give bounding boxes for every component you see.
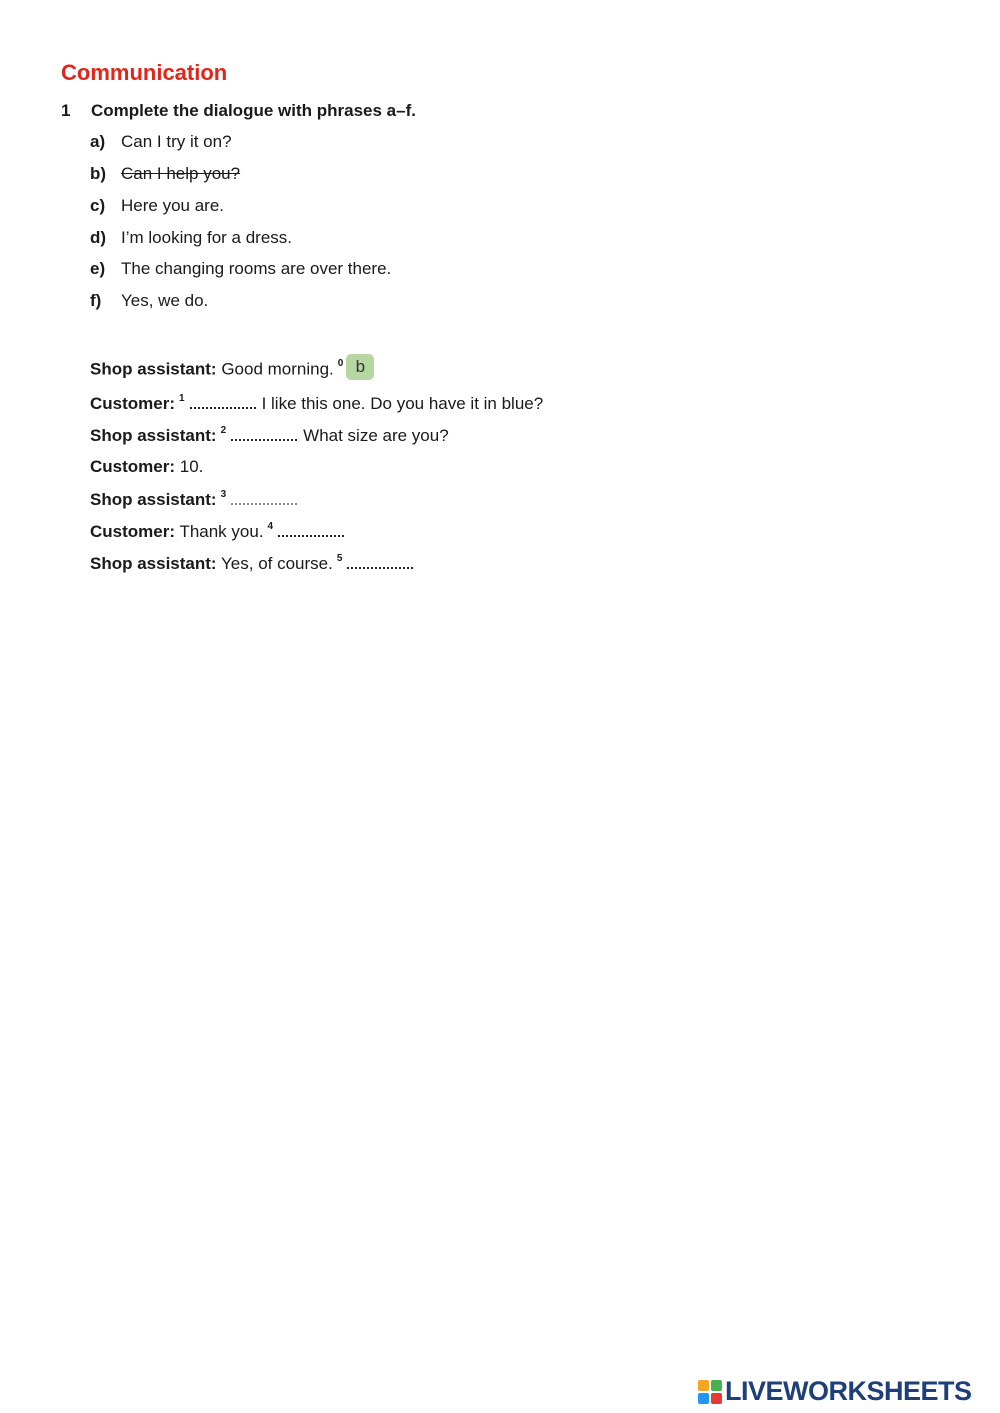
phrase-text: Yes, we do. xyxy=(121,291,209,310)
speaker: Shop assistant: xyxy=(90,359,217,379)
phrase-letter: b) xyxy=(90,164,107,183)
dialogue-line-6 xyxy=(90,553,419,574)
dialogue-line-2 xyxy=(90,425,449,446)
phrase-letter: e) xyxy=(90,259,106,278)
gap-number: 5 xyxy=(336,553,343,564)
phrase-d xyxy=(90,228,292,248)
dialogue-line-4 xyxy=(90,489,303,510)
phrase-text: I’m looking for a dress. xyxy=(121,228,293,247)
speaker: Customer: xyxy=(90,522,176,541)
answer-field-2[interactable] xyxy=(231,425,297,441)
phrase-a xyxy=(90,132,232,152)
task-instruction xyxy=(61,101,416,121)
phrase-letter: a) xyxy=(90,132,106,151)
phrase-letter: d) xyxy=(90,228,107,247)
speaker: Shop assistant: xyxy=(90,426,217,445)
answer-field-3[interactable] xyxy=(231,489,297,505)
task-text: Complete the dialogue with phrases a–f. xyxy=(91,101,416,120)
phrase-e xyxy=(90,259,391,279)
phrase-text: Here you are. xyxy=(121,196,224,215)
answer-field-1[interactable] xyxy=(190,393,256,409)
section-title: Communication xyxy=(61,60,228,85)
speaker: Shop assistant: xyxy=(90,490,217,509)
phrase-f xyxy=(90,291,208,311)
gap-number: 2 xyxy=(220,425,227,436)
dialogue-line-0 xyxy=(90,357,374,383)
gap-number: 0 xyxy=(337,358,344,370)
line-text: Yes, of course. xyxy=(221,554,333,573)
dialogue-line-1 xyxy=(90,393,543,414)
line-text: Thank you. xyxy=(179,522,264,541)
phrase-letter: f) xyxy=(90,291,102,310)
answer-field-4[interactable] xyxy=(278,521,344,537)
phrase-b xyxy=(90,164,240,184)
line-text: Good morning. xyxy=(221,359,334,379)
answer-field-5[interactable] xyxy=(347,553,413,569)
liveworksheets-logo-icon xyxy=(698,1380,722,1404)
liveworksheets-logo xyxy=(698,1376,972,1407)
logo-text: LIVEWORKSHEETS xyxy=(725,1376,972,1406)
gap-number: 3 xyxy=(220,489,227,500)
speaker: Customer: xyxy=(90,394,176,413)
line-text: What size are you? xyxy=(303,426,449,445)
phrase-letter: c) xyxy=(90,196,106,215)
line-text: I like this one. Do you have it in blue? xyxy=(261,394,544,413)
gap-number: 4 xyxy=(267,521,274,532)
task-number: 1 xyxy=(61,101,71,120)
line-text: 10. xyxy=(179,457,204,476)
phrase-c xyxy=(90,196,224,216)
speaker: Shop assistant: xyxy=(90,554,217,573)
dialogue-line-5 xyxy=(90,521,350,542)
answer-field-0[interactable]: b xyxy=(346,354,374,380)
phrase-text: Can I try it on? xyxy=(121,132,232,151)
phrase-text: The changing rooms are over there. xyxy=(121,259,392,278)
gap-number: 1 xyxy=(179,393,185,404)
speaker: Customer: xyxy=(90,457,176,476)
phrase-text-struck: Can I help you? xyxy=(121,164,241,183)
dialogue-line-3 xyxy=(90,457,203,477)
